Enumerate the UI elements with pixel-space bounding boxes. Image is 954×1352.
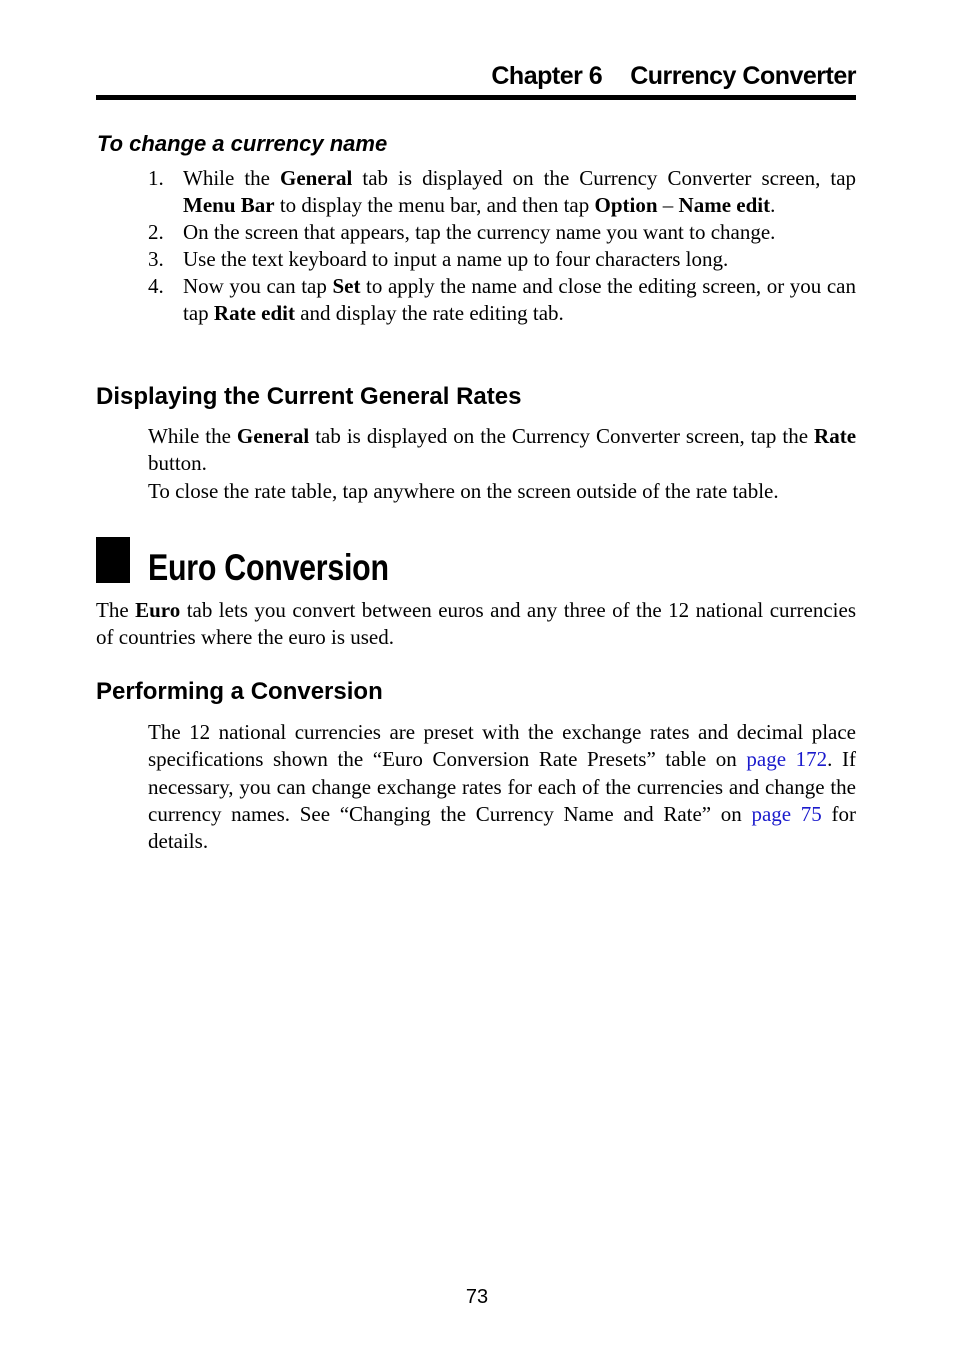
list-item	[148, 165, 856, 219]
ui-term-rate-edit: Rate edit	[213, 301, 295, 325]
page-75-link[interactable]: page 75	[751, 801, 822, 826]
body-text: The	[96, 598, 136, 622]
ui-term-option: Option	[594, 193, 658, 217]
step-number: 2.	[148, 220, 164, 244]
body-text: The 12 national currencies are preset with the exchange rates and decimal place specifications shown the “Euro Conversion Rate Presets” table on	[148, 720, 856, 772]
section-heading-performing: Performing a Conversion	[96, 678, 383, 705]
step-number: 4.	[148, 274, 164, 298]
step-text: tab is displayed on the Currency Converter screen, tap	[352, 166, 857, 190]
ui-term-name-edit: Name edit	[678, 193, 771, 217]
performing-paragraph	[148, 719, 856, 855]
body-text: While the	[148, 424, 237, 448]
step-text: On the screen that appears, tap the currency name you want to change.	[183, 220, 776, 244]
ui-term-set: Set	[332, 274, 361, 298]
step-text: While the	[183, 166, 281, 190]
body-text: tab is displayed on the Currency Converter screen, tap the	[309, 424, 815, 448]
step-number: 1.	[148, 166, 164, 190]
ui-term-general: General	[280, 166, 353, 190]
euro-intro-paragraph	[96, 597, 856, 652]
list-item	[148, 219, 856, 246]
ui-term-menu-bar: Menu Bar	[183, 193, 275, 217]
step-text: and display the rate editing tab.	[294, 301, 564, 325]
body-text: tab lets you convert between euros and any three of the 12 national currencies of countries where the euro is used.	[96, 598, 856, 650]
body-text: . If necessary, you can change exchange rates for each of the currencies and change the currency names. See “Changing the Currency Name and Rate” on	[148, 747, 856, 826]
procedure-heading: To change a currency name	[97, 131, 388, 156]
step-text: to display the menu bar, and then tap	[274, 193, 595, 217]
step-text: Use the text keyboard to input a name up to four characters long.	[183, 247, 729, 271]
step-number: 3.	[148, 247, 164, 271]
running-header	[96, 58, 856, 100]
body-text: button.	[148, 451, 207, 476]
chapter-section-title: Euro Conversion	[148, 547, 389, 588]
list-item	[148, 246, 856, 273]
body-text: for details.	[148, 801, 856, 854]
general-rates-paragraph	[148, 423, 856, 478]
ui-term-general: General	[236, 424, 310, 448]
section-heading-general-rates: Displaying the Current General Rates	[96, 383, 522, 410]
page-172-link[interactable]: page 172	[746, 747, 828, 772]
ui-term-rate: Rate	[814, 424, 857, 448]
page-number: 73	[465, 1286, 489, 1308]
chapter-label: Chapter 6	[491, 62, 603, 90]
close-rate-table-paragraph: To close the rate table, tap anywhere on the screen outside of the rate table.	[148, 479, 779, 503]
step-text: .	[770, 193, 776, 217]
list-item	[148, 273, 856, 327]
step-text: to apply the name and close the editing screen, or you can tap	[183, 274, 856, 325]
procedure-steps	[148, 165, 856, 327]
ui-term-euro: Euro	[135, 598, 181, 622]
step-text: Now you can tap	[183, 274, 333, 298]
chapter-name: Currency Converter	[630, 62, 856, 90]
step-text: –	[657, 193, 679, 217]
section-marker-block	[96, 537, 130, 583]
